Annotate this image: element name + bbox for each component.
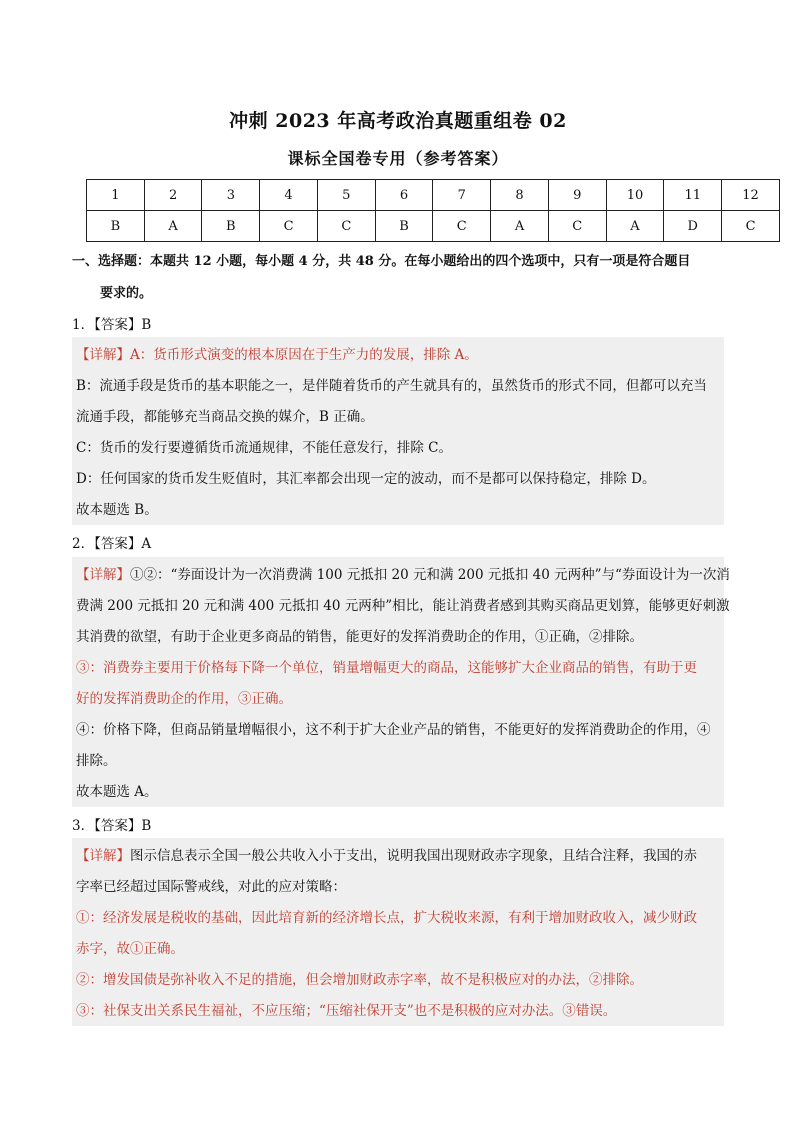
question-number: 8 (491, 180, 549, 211)
q3-detail-line: ②：增发国债是弥补收入不足的措施，但会增加财政赤字率，故不是积极应对的办法，②排除。 (76, 972, 643, 988)
question-number: 12 (722, 180, 780, 211)
q3-detail-line: 【详解】图示信息表示全国一般公共收入小于支出，说明我国出现财政赤字现象，且结合注释，我国的赤 (76, 848, 697, 864)
q2-detail-line: ④：价格下降，但商品销量增幅很小，这不利于扩大企业产品的销售，不能更好的发挥消费助企的作用，④ (76, 722, 711, 738)
answer-table-number-row (87, 180, 780, 211)
question-number: 4 (260, 180, 318, 211)
question-number: 3 (202, 180, 260, 211)
answer-letter: A (144, 211, 202, 242)
q1-detail-line: 流通手段，都能够充当商品交换的媒介，B 正确。 (76, 409, 374, 425)
question-number: 5 (317, 180, 375, 211)
answer-letter: A (606, 211, 664, 242)
page-subtitle: 课标全国卷专用（参考答案） (287, 149, 509, 168)
detail-label: 【详解】 (76, 848, 130, 864)
detail-label: 【详解】 (76, 567, 130, 583)
question-number: 7 (433, 180, 491, 211)
answer-letter: B (202, 211, 260, 242)
detail-label: 【详解】 (76, 347, 130, 363)
q1-detail-line: 故本题选 B。 (76, 502, 158, 518)
q1-detail-line: D：任何国家的货币发生贬值时，其汇率都会出现一定的波动，而不是都可以保持稳定，排除 D。 (76, 471, 656, 487)
answer-letter: C (722, 211, 780, 242)
answer-letter: C (317, 211, 375, 242)
page-title: 冲刺 2023 年高考政治真题重组卷 02 (229, 110, 567, 132)
question-number: 2 (144, 180, 202, 211)
question-number: 11 (664, 180, 722, 211)
q3-detail-box (72, 838, 724, 1026)
answer-letter: B (87, 211, 145, 242)
question-number: 1 (87, 180, 145, 211)
q1-detail-line: 【详解】A：货币形式演变的根本原因在于生产力的发展，排除 A。 (76, 347, 478, 363)
q2-detail-line: ③：消费券主要用于价格每下降一个单位，销量增幅更大的商品，这能够扩大企业商品的销售，有助于更 (76, 660, 697, 676)
q1-answer: 1．【答案】B (72, 317, 152, 333)
section-heading-cont: 要求的。 (100, 286, 153, 301)
q1-detail-line: C：货币的发行要遵循货币流通规律，不能任意发行，排除 C。 (76, 440, 452, 456)
q2-detail-line: 排除。 (76, 753, 117, 769)
q2-detail-box (72, 557, 730, 807)
q2-detail-line: 故本题选 A。 (76, 784, 158, 800)
q2-detail-line: 好的发挥消费助企的作用，③正确。 (76, 691, 292, 707)
q3-answer: 3．【答案】B (72, 818, 152, 834)
q3-detail-line: ①：经济发展是税收的基础，因此培育新的经济增长点，扩大税收来源，有利于增加财政收入，减少财政 (76, 910, 697, 926)
section-heading: 一、选择题：本题共 12 小题，每小题 4 分，共 48 分。在每小题给出的四个选项中，只有一项是符合题目 (72, 254, 691, 269)
answer-letter: B (375, 211, 433, 242)
answer-letter: A (491, 211, 549, 242)
q3-detail-line: ③：社保支出关系民生福祉，不应压缩；“压缩社保开支”也不是积极的应对办法。③错误。 (76, 1003, 617, 1019)
q2-detail-line: 【详解】①②：“券面设计为一次消费满 100 元抵扣 20 元和满 200 元抵扣 40 元两种”与“券面设计为一次消 (76, 567, 730, 583)
q3-detail-line: 字率已经超过国际警戒线，对此的应对策略： (76, 879, 346, 895)
question-number: 10 (606, 180, 664, 211)
q2-detail-line: 其消费的欲望，有助于企业更多商品的销售，能更好的发挥消费助企的作用，①正确，②排除。 (76, 629, 643, 645)
answer-letter: D (664, 211, 722, 242)
answer-letter: C (433, 211, 491, 242)
q3-detail-line: 赤字，故①正确。 (76, 941, 184, 957)
q1-detail-box (72, 337, 724, 525)
question-number: 6 (375, 180, 433, 211)
q2-answer: 2．【答案】A (72, 536, 152, 552)
answer-table-answer-row (87, 211, 780, 242)
answer-table (86, 179, 780, 242)
answer-letter: C (260, 211, 318, 242)
question-number: 9 (548, 180, 606, 211)
q1-detail-line: B：流通手段是货币的基本职能之一，是伴随着货币的产生就具有的，虽然货币的形式不同，但都可以充当 (76, 378, 707, 394)
q2-detail-line: 费满 200 元抵扣 20 元和满 400 元抵扣 40 元两种”相比，能让消费者感到其购买商品更划算，能够更好刺激 (76, 598, 730, 614)
answer-letter: C (548, 211, 606, 242)
